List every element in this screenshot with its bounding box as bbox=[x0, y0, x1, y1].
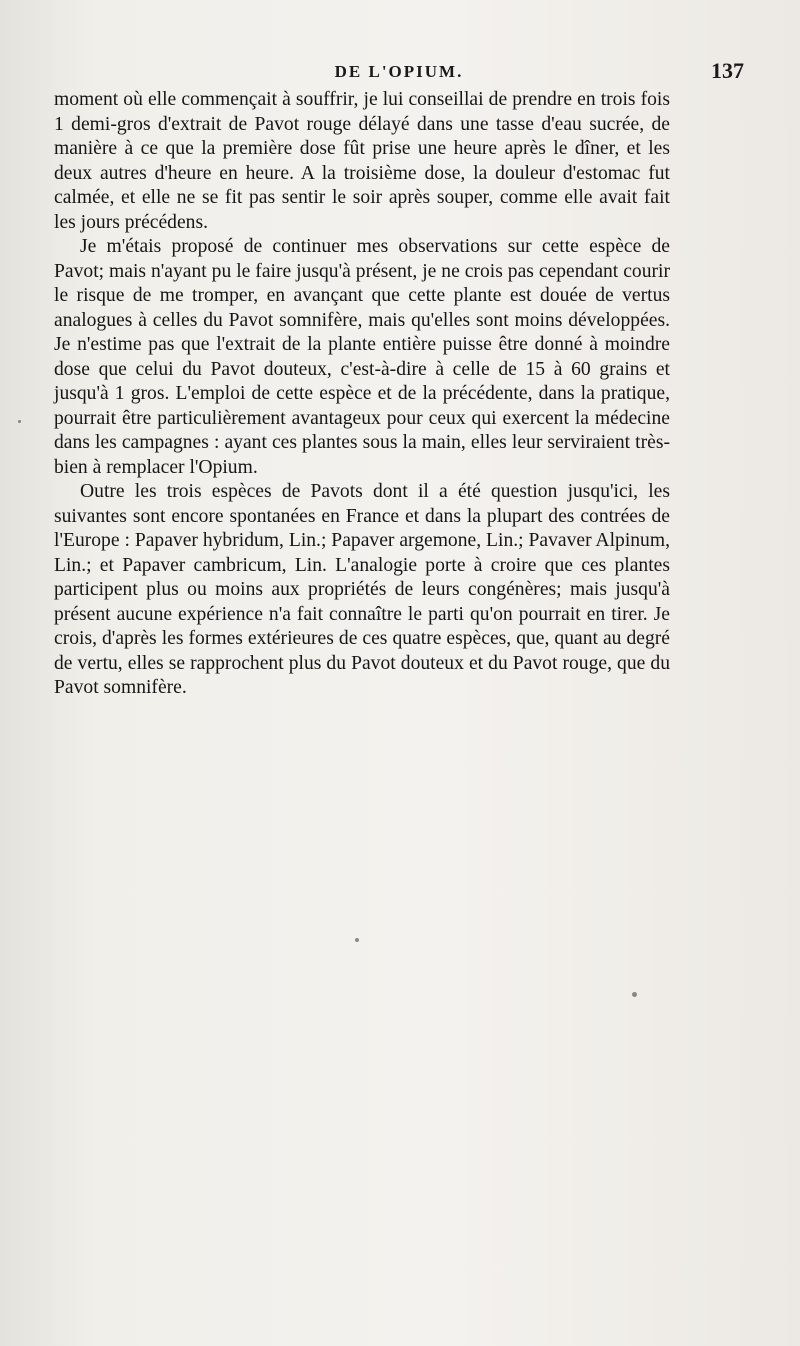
page-number: 137 bbox=[711, 58, 744, 83]
paragraph-1: moment où elle commençait à souffrir, je lui conseillai de prendre en trois fois 1 demi-gros d'extrait de Pavot rouge délayé dans une tasse d'eau sucrée, de manière à ce que la première dose fût prise une heure après le dîner, et les deux autres d'heure en heure. A la troisième dose, la douleur d'estomac fut calmée, et elle ne se fit pas sentir le soir après souper, comme elle avait fait les jours précédens. bbox=[54, 89, 670, 233]
running-head: DE L'OPIUM. bbox=[334, 62, 464, 81]
paragraph-3: Outre les trois espèces de Pavots dont il a été question jusqu'ici, les suivantes sont encore spontanées en France et dans la plupart des contrées de l'Europe : Papaver hybridum, Lin.; Papaver argemone, Lin.; Pavaver Alpinum, Lin.; et Papaver cambricum, Lin. L'analogie porte à croire que ces plantes participent plus ou moins aux propriétés de leurs congénères; mais jusqu'à présent aucune expérience n'a fait connaître le parti qu'on pourrait en tirer. Je crois, d'après les formes extérieures de ces quatre espèces, que, quant au degré de vertu, elles se rapprochent plus du Pavot douteux et du Pavot rouge, que du Pavot somnifère. bbox=[54, 481, 670, 698]
page-header bbox=[54, 58, 744, 88]
ink-speck bbox=[632, 992, 637, 997]
ink-speck bbox=[355, 938, 359, 942]
body-text bbox=[54, 88, 670, 701]
ink-speck bbox=[18, 420, 21, 423]
paragraph-2: Je m'étais proposé de continuer mes observations sur cette espèce de Pavot; mais n'ayant pu le faire jusqu'à présent, je ne crois pas cependant courir le risque de me tromper, en avançant que cette plante est douée de vertus analogues à celles du Pavot somnifère, mais qu'elles sont moins développées. Je n'estime pas que l'extrait de la plante entière puisse être donné à moindre dose que celui du Pavot douteux, c'est-à-dire à celle de 15 à 60 grains et jusqu'à 1 gros. L'emploi de cette espèce et de la précédente, dans la pratique, pourrait être particulièrement avantageux pour ceux qui exercent la médecine dans les campagnes : ayant ces plantes sous la main, elles leur serviraient très-bien à remplacer l'Opium. bbox=[54, 236, 670, 478]
